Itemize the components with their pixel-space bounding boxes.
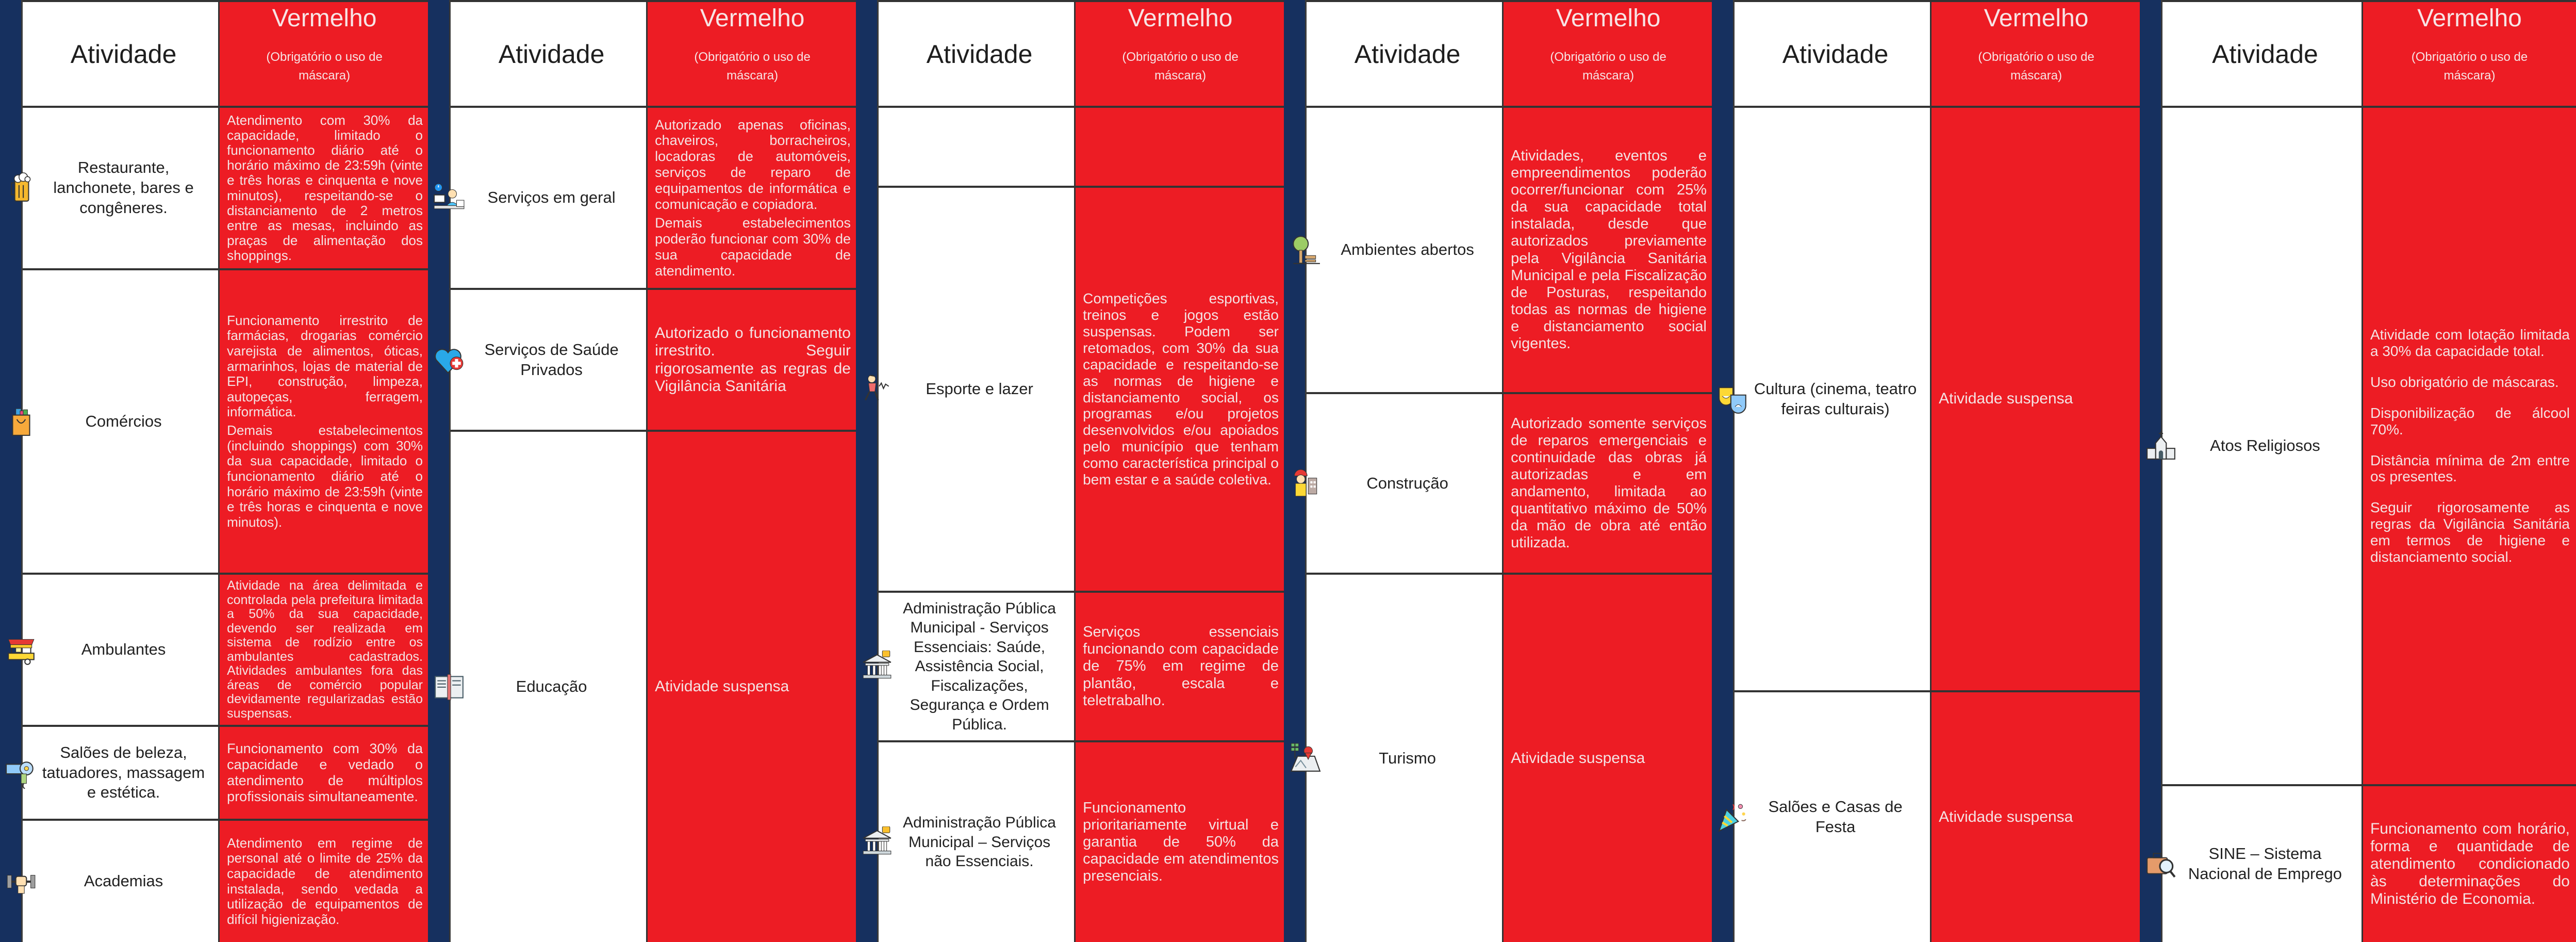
open-book-icon [433,671,465,703]
rule-text: Distância mínima de 2m entre os presentes. [2370,452,2570,485]
activity-label: Administração Pública Municipal – Serviços não Essenciais. [903,814,1056,870]
rule-text: Seguir rigorosamente as regras da Vigilância Sanitária em termos de higiene e distanciamento social. [2370,499,2570,565]
activity-label: Esporte e lazer [926,380,1033,398]
briefcase-search-icon [2145,848,2177,880]
rule-text: Atividade suspensa [655,678,789,695]
header-activity: Atividade [23,2,220,106]
mask-note: (Obrigatório o uso de máscara) [1122,50,1239,83]
panel-3 [856,0,1285,942]
activity-label: Salões e Casas de Festa [1768,798,1903,836]
table-row [2162,106,2576,784]
party-popper-icon [1717,801,1749,833]
rule-text: Demais estabelecimentos (incluindo shoppings) com 30% da sua capacidade, limitado o funcionamento diário até o horário máximo de 23:59h (vinte e três horas e cinquenta e nove minutos). [227,423,423,530]
activity-cell [1307,108,1504,392]
rule-text: Funcionamento irrestrito de farmácias, drogarias comércio varejista de alimentos, óticas, armarinhos, lojas de material de EPI, construção, limpeza, autopeças, ferragem, informática. [227,312,423,420]
activity-cell [1307,575,1504,942]
rule-text: Funcionamento com horário, forma e quantidade de atendimento condicionado às determinações do Ministério de Economia. [2370,820,2570,908]
activity-label: Turismo [1379,749,1436,767]
rule-text: Autorizado apenas oficinas, chaveiros, borracheiros, locadoras de automóveis, serviços de reparo de equipamentos de informática e comunicação e copiadora. [655,117,851,212]
navy-side-bar [428,0,451,942]
rule-cell [220,575,429,725]
rule-text: Atividades, eventos e empreendimentos poderão ocorrer/funcionar com 25% da sua capacidade total instalada, desde que autorizados previamente pela Vigilância Sanitária Municipal e pela Fiscalização de Posturas, respeitando todas as normas de higiene e distanciamento social vigentes. [1511,148,1707,352]
rule-cell [648,432,857,942]
dumbbell-icon [5,866,37,898]
level-title: Vermelho [1556,5,1661,32]
shopping-bag-icon [5,405,37,437]
food-cart-icon [5,634,37,666]
rule-cell [220,270,429,573]
header-level [2363,2,2576,106]
panel-4 [1284,0,1713,942]
rule-text: Atividade na área delimitada e controlada pela prefeitura limitada a 50% da sua capacidade, devendo ser realizada em sistema de rodízio entre os ambulantes cadastrados. Atividades ambulantes fora das áreas de comércio popular devidamente regularizadas estão suspensas. [227,578,423,721]
navy-side-bar [856,0,879,942]
header-activity: Atividade [451,2,648,106]
table-row [23,573,429,725]
table-row [451,288,857,430]
rule-cell [648,290,857,430]
table-row [451,106,857,288]
health-heart-icon [433,344,465,376]
construction-worker-icon [1289,467,1321,499]
navy-side-bar [2140,0,2162,942]
activity-cell [2162,786,2363,942]
activity-label: Atos Religiosos [2210,436,2320,455]
rule-text: Competições esportivas, treinos e jogos estão suspensas. Podem ser retomados, com 30% da sua capacidade e respeitando-se as normas de higiene e distanciamento social, os programas e/ou projetos desenvolvidos e/ou apoiados pelo município que tenham como característica principal o bem estar e a saúde coletiva. [1083,290,1279,488]
service-desk-icon [433,182,465,214]
rule-text: Atividade com lotação limitada a 30% da capacidade total. [2370,327,2570,359]
table-row [23,819,429,942]
rule-cell [1076,742,1285,942]
panel-1 [0,0,429,942]
activity-label: Comércios [85,412,162,430]
level-title: Vermelho [2417,5,2522,32]
activity-cell [1307,394,1504,573]
header-activity: Atividade [1735,2,1931,106]
activity-label: Ambientes abertos [1341,240,1474,259]
rule-cell [2363,108,2576,784]
mask-note: (Obrigatório o uso de máscara) [694,50,811,83]
map-pin-icon [1289,742,1321,774]
table-row [1307,392,1713,573]
level-title: Vermelho [1128,5,1233,32]
activity-label: SINE – Sistema Nacional de Emprego [2188,844,2342,883]
level-title: Vermelho [272,5,377,32]
mask-note: (Obrigatório o uso de máscara) [2411,50,2528,83]
rule-cell [1076,108,1285,186]
rule-cell [1076,188,1285,591]
level-title: Vermelho [1984,5,2089,32]
rule-cell [1931,692,2141,942]
header-activity: Atividade [1307,2,1504,106]
rule-text: Uso obrigatório de máscaras. [2370,373,2559,390]
table-row [879,591,1285,740]
activity-label: Cultura (cinema, teatro feiras culturais) [1754,379,1917,418]
table-area [1735,0,2141,942]
church-icon [2145,430,2177,462]
rule-text: Atividade suspensa [1939,808,2073,825]
hair-dryer-icon [5,757,37,789]
table-area [2162,0,2576,942]
header-level [1504,2,1713,106]
table-row [2162,784,2576,942]
activity-label: Serviços de Saúde Privados [484,340,619,379]
activity-label: Educação [516,677,587,696]
table-header [1307,0,1713,106]
rule-text: Serviços essenciais funcionando com capacidade de 75% em regime de plantão, escala e teletrabalho. [1083,624,1279,709]
activity-cell [23,821,220,942]
table-area [1307,0,1713,942]
table-area [879,0,1285,942]
activity-cell [879,742,1076,942]
rule-text: Autorizado o funcionamento irrestrito. Seguir rigorosamente as regras de Vigilância Sanitária [655,324,851,395]
rule-text: Funcionamento com 30% da capacidade e vedado o atendimento de múltiplos profissionais simultaneamente. [227,741,423,804]
table-row [879,740,1285,942]
activity-cell [451,290,648,430]
rule-text: Atendimento com 30% da capacidade, limitado o funcionamento diário até o horário máximo de 23:59h (vinte e três horas e cinquenta e nove minutos), respeitando-se o distanciamento de 2 metros entre as mesas, incluindo as praças de alimentação dos shoppings. [227,112,423,263]
activity-cell [879,188,1076,591]
rule-cell [1931,108,2141,690]
table-row [451,430,857,942]
activity-cell [23,270,220,573]
activity-label: Construção [1366,474,1448,492]
rule-cell [648,108,857,288]
table-row [23,725,429,819]
panel-5 [1712,0,2141,942]
rule-cell [220,727,429,819]
rule-cell [220,108,429,268]
rule-cell [1504,394,1713,573]
rule-cell [220,821,429,942]
rule-cell [1504,575,1713,942]
mask-note: (Obrigatório o uso de máscara) [1978,50,2094,83]
rule-text: Funcionamento prioritariamente virtual e garantia de 50% da capacidade em atendimentos presenciais. [1083,799,1279,885]
rule-cell [1076,593,1285,740]
header-level [648,2,857,106]
activity-cell [879,593,1076,740]
runner-icon [861,373,893,405]
table-row [23,106,429,268]
table-row [1735,690,2141,942]
rule-text: Atividade suspensa [1939,390,2073,408]
government-building-icon [861,651,893,683]
rule-text: Demais estabelecimentos poderão funcionar com 30% de sua capacidade de atendimento. [655,215,851,279]
table-area [451,0,857,942]
beer-mug-icon [5,172,37,204]
table-row [879,186,1285,591]
activity-cell [451,432,648,942]
mask-note: (Obrigatório o uso de máscara) [266,50,383,83]
activity-label: Academias [84,872,163,890]
rule-text: Atividade suspensa [1511,749,1645,767]
header-level [1076,2,1285,106]
table-area [23,0,429,942]
header-activity: Atividade [2162,2,2363,106]
table-header [451,0,857,106]
activity-cell [2162,108,2363,784]
table-row [1735,106,2141,690]
table-row [1307,573,1713,942]
table-header [2162,0,2576,106]
activity-cell [1735,108,1931,690]
activity-label: Ambulantes [81,640,166,659]
header-level [220,2,429,106]
table-row [23,268,429,573]
table-header [879,0,1285,106]
theater-masks-icon [1717,383,1749,415]
rule-text: Atendimento em regime de personal até o limite de 25% da capacidade de atendimento instalada, sendo vedada a utilização de equipamentos de difícil higienização. [227,835,423,927]
rule-cell [2363,786,2576,942]
activity-label: Salões de beleza, tatuadores, massagem e estética. [42,743,205,802]
activity-cell [879,108,1076,186]
table-header [23,0,429,106]
activity-cell [23,575,220,725]
activity-label: Restaurante, lanchonete, bares e congêneres. [53,158,194,217]
activity-cell [1735,692,1931,942]
panel-2 [428,0,857,942]
tree-bench-icon [1289,234,1321,266]
navy-side-bar [0,0,23,942]
mask-note: (Obrigatório o uso de máscara) [1550,50,1666,83]
government-building-icon [861,826,893,858]
activity-cell [23,108,220,268]
header-level [1931,2,2141,106]
activity-label: Serviços em geral [487,188,616,207]
level-title: Vermelho [700,5,805,32]
activity-label: Administração Pública Municipal - Serviços Essenciais: Saúde, Assistência Social, Fiscalizações, Segurança e Ordem Pública. [903,599,1056,733]
activity-cell [451,108,648,288]
table-row [879,106,1285,186]
rule-cell [1504,108,1713,392]
header-activity: Atividade [879,2,1076,106]
panel-6 [2140,0,2576,942]
table-row [1307,106,1713,392]
rule-text: Disponibilização de álcool 70%. [2370,404,2570,437]
activity-cell [23,727,220,819]
rule-text: Autorizado somente serviços de reparos emergenciais e continuidade das obras já autorizadas e em andamento, limitada ao quantitativo máximo de 50% da mão de obra até então utilizada. [1511,415,1707,551]
table-header [1735,0,2141,106]
